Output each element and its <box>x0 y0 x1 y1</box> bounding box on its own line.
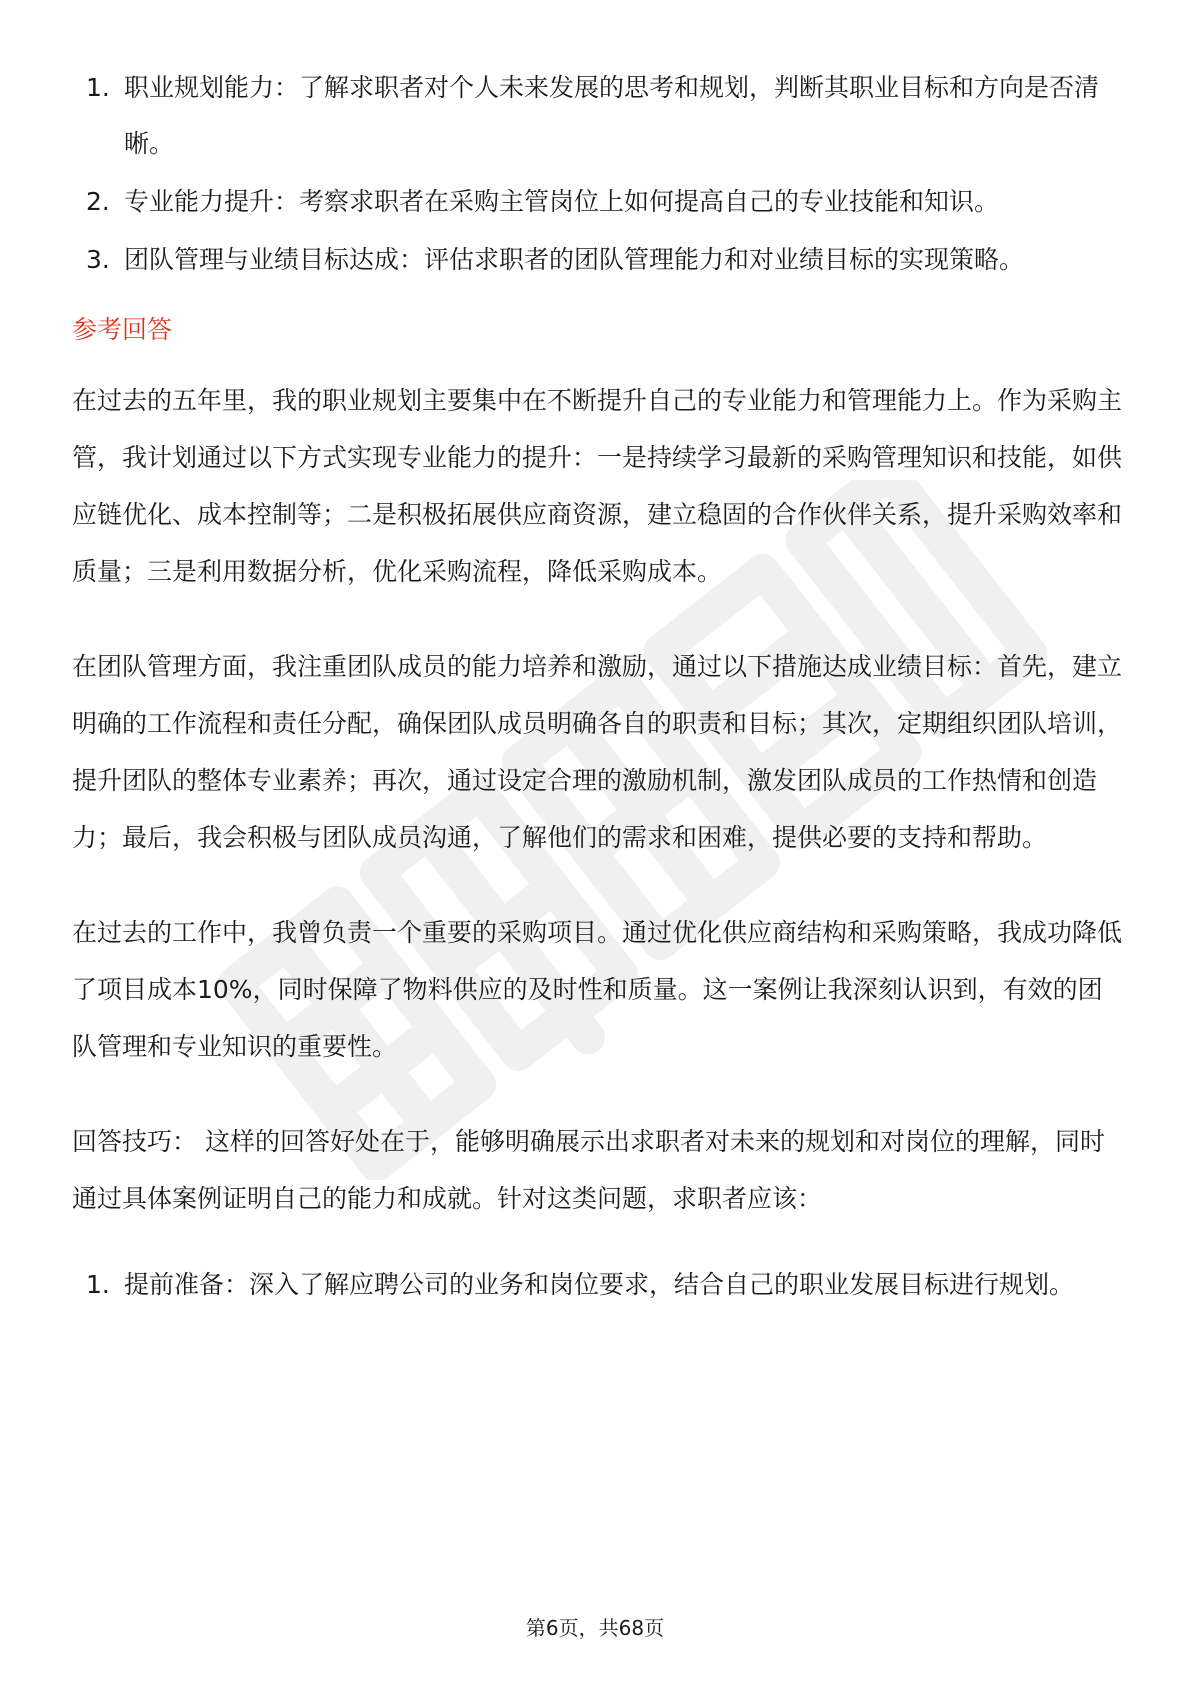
intro-list <box>72 60 1122 288</box>
list-number: 3. <box>86 245 110 274</box>
list-text: 团队管理与业绩目标达成：评估求职者的团队管理能力和对业绩目标的实现策略。 <box>124 245 1025 274</box>
list-number: 2. <box>86 187 110 216</box>
document-content <box>72 60 1122 1315</box>
section-title: 参考回答 <box>72 315 173 344</box>
list-text: 专业能力提升：考察求职者在采购主管岗位上如何提高自己的专业技能和知识。 <box>124 187 1000 216</box>
paragraph: 在过去的工作中，我曾负责一个重要的采购项目。通过优化供应商结构和采购策略，我成功降低了项目成本10%，同时保障了物料供应的及时性和质量。这一案例让我深刻认识到，有效的团队管理和专业知识的重要性。 <box>72 918 1123 1061</box>
paragraph: 在团队管理方面，我注重团队成员的能力培养和激励，通过以下措施达成业绩目标：首先，建立明确的工作流程和责任分配，确保团队成员明确各自的职责和目标；其次，定期组织团队培训，提升团队的整体专业素养；再次，通过设定合理的激励机制，激发团队成员的工作热情和创造力；最后，我会积极与团队成员沟通，了解他们的需求和困难，提供必要的支持和帮助。 <box>72 652 1123 852</box>
paragraph: 在过去的五年里，我的职业规划主要集中在不断提升自己的专业能力和管理能力上。作为采购主管，我计划通过以下方式实现专业能力的提升：一是持续学习最新的采购管理知识和技能，如供应链优化、成本控制等；二是积极拓展供应商资源，建立稳固的合作伙伴关系，提升采购效率和质量；三是利用数据分析，优化采购流程，降低采购成本。 <box>72 386 1123 586</box>
list-number: 1. <box>86 73 110 102</box>
list-item <box>72 232 1122 288</box>
tips-list <box>72 1257 1122 1313</box>
list-item <box>72 60 1122 172</box>
list-item <box>72 1257 1122 1313</box>
list-item <box>72 174 1122 230</box>
list-number: 1. <box>86 1270 110 1299</box>
answer-tips-paragraph: 回答技巧： 这样的回答好处在于，能够明确展示出求职者对未来的规划和对岗位的理解，同时通过具体案例证明自己的能力和成就。针对这类问题，求职者应该： <box>72 1127 1105 1213</box>
list-text: 职业规划能力：了解求职者对个人未来发展的思考和规划，判断其职业目标和方向是否清晰。 <box>124 73 1100 158</box>
page-footer: 第6页，共68页 <box>525 1616 665 1640</box>
list-text: 提前准备：深入了解应聘公司的业务和岗位要求，结合自己的职业发展目标进行规划。 <box>124 1270 1075 1299</box>
